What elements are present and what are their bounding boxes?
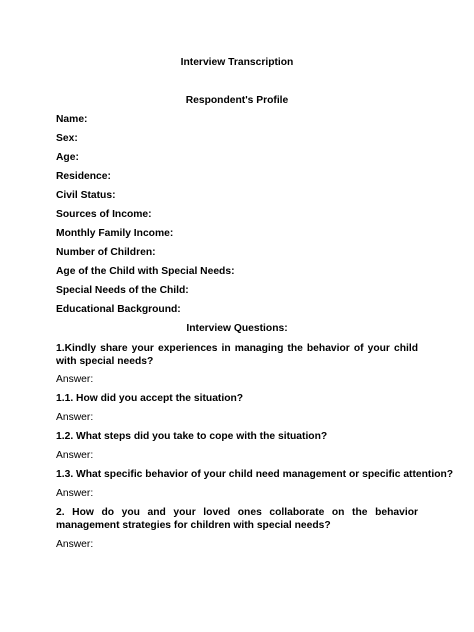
- answer-label-1-2: Answer:: [56, 450, 94, 461]
- profile-heading: Respondent's Profile: [185, 95, 289, 106]
- profile-field-sex: Sex:: [56, 133, 78, 144]
- profile-field-age: Age:: [56, 152, 79, 163]
- profile-field-monthly-family-income: Monthly Family Income:: [56, 228, 174, 239]
- answer-label-1-1: Answer:: [56, 412, 94, 423]
- answer-label-1: Answer:: [56, 374, 94, 385]
- question-1-3: 1.3. What specific behavior of your child need management or specific attention?: [56, 469, 454, 480]
- answer-label-1-3: Answer:: [56, 488, 94, 499]
- profile-field-sources-of-income: Sources of Income:: [56, 209, 152, 220]
- question-1: 1.Kindly share your experiences in managing the behavior of your child with special needs?: [56, 343, 418, 367]
- profile-field-special-needs: Special Needs of the Child:: [56, 285, 189, 296]
- question-2: 2. How do you and your loved ones collaborate on the behavior management strategies for children with special needs?: [56, 507, 418, 531]
- profile-field-number-of-children: Number of Children:: [56, 247, 156, 258]
- answer-label-2: Answer:: [56, 539, 94, 550]
- document-title: Interview Transcription: [180, 57, 294, 68]
- questions-heading: Interview Questions:: [186, 323, 288, 334]
- profile-field-age-of-child: Age of the Child with Special Needs:: [56, 266, 235, 277]
- profile-field-name: Name:: [56, 114, 88, 125]
- profile-field-educational-background: Educational Background:: [56, 304, 181, 315]
- profile-field-residence: Residence:: [56, 171, 111, 182]
- question-1-2: 1.2. What steps did you take to cope with the situation?: [56, 431, 328, 442]
- profile-field-civil-status: Civil Status:: [56, 190, 116, 201]
- question-1-1: 1.1. How did you accept the situation?: [56, 393, 244, 404]
